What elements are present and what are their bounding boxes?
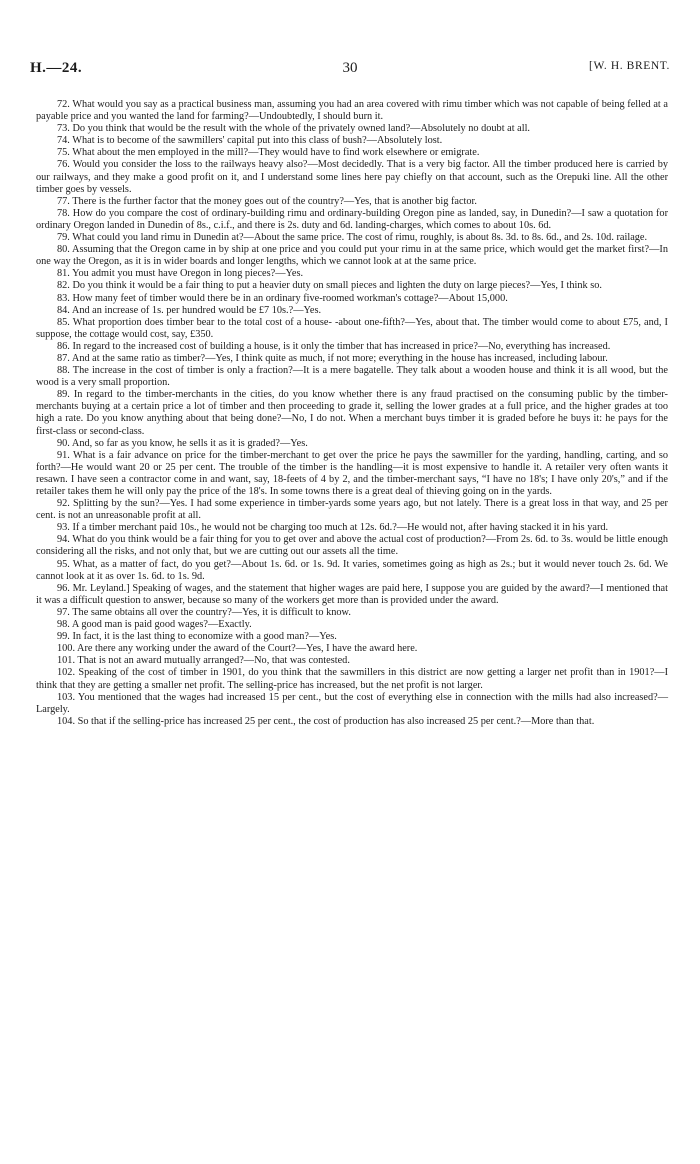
paragraph-80: 80. Assuming that the Oregon came in by ship at one price and you could put your rimu in at the same price, which would get the market first?—In one way the Oregon, as it is in wider boards and longer lengths, which we cannot look at at the same price.	[36, 244, 668, 268]
paragraph-74: 74. What is to become of the sawmillers' capital put into this class of bush?—Absolutely lost.	[57, 135, 443, 147]
paragraph-81: 81. You admit you must have Oregon in long pieces?—Yes.	[57, 268, 304, 280]
paragraph-101: 101. That is not an award mutually arranged?—No, that was contested.	[57, 655, 350, 667]
paragraph-99: 99. In fact, it is the last thing to economize with a good man?—Yes.	[57, 631, 337, 643]
witness-name: [W. H. BRENT.	[589, 60, 670, 72]
paragraph-72: 72. What would you say as a practical business man, assuming you had an area covered with rimu timber which was not capable of being felled at a payable price and you wanted the land for farming?—Undoubtedly, I should burn it.	[36, 99, 668, 123]
paragraph-94: 94. What do you think would be a fair thing for you to get over and above the actual cost of production?—From 2s. 6d. to 3s. would be little enough considering all the risks, and not only that, but we are cutting out our assets all the time.	[36, 534, 668, 558]
paragraph-97: 97. The same obtains all over the country?—Yes, it is difficult to know.	[57, 606, 351, 618]
page-header	[30, 60, 670, 86]
paragraph-83: 83. How many feet of timber would there be in an ordinary five-roomed workman's cottage?—About 15,000.	[57, 292, 508, 304]
paragraph-79: 79. What could you land rimu in Dunedin at?—About the same price. The cost of rimu, roughly, is about 8s. 3d. to 8s. 6d., and 2s. 10d. railage.	[57, 232, 648, 244]
paragraph-98: 98. A good man is paid good wages?—Exactly.	[57, 619, 252, 631]
document-reference: H.—24.	[30, 60, 83, 76]
paragraph-78: 78. How do you compare the cost of ordinary-building rimu and ordinary-building Oregon pine as landed, say, in Dunedin?—I saw a quotation for ordinary Oregon landed in Dunedin of 8s., c.i.f., and there is 2s. duty and 6d. landing-charges, which comes to about 10s. 6d.	[36, 207, 668, 231]
document-page	[30, 60, 670, 727]
evidence-text	[36, 99, 668, 728]
paragraph-102: 102. Speaking of the cost of timber in 1901, do you think that the sawmillers in this district are now getting a larger net profit than in 1901?—I think that they are getting a smaller net profit. The selling-price has increased, but the net profit is not larger.	[36, 667, 668, 691]
paragraph-100: 100. Are there any working under the award of the Court?—Yes, I have the award here.	[57, 643, 418, 655]
paragraph-93: 93. If a timber merchant paid 10s., he would not be charging too much at 12s. 6d.?—He would not, after having stacked it in his yard.	[57, 522, 609, 534]
paragraph-77: 77. There is the further factor that the money goes out of the country?—Yes, that is another big factor.	[57, 195, 477, 207]
paragraph-88: 88. The increase in the cost of timber is only a fraction?—It is a mere bagatelle. They talk about a wooden house and think it is all wood, but the wood is a very small proportion.	[36, 365, 668, 389]
paragraph-82: 82. Do you think it would be a fair thing to put a heavier duty on small pieces and lighten the duty on large pieces?—Yes, I think so.	[57, 280, 602, 292]
paragraph-91: 91. What is a fair advance on price for the timber-merchant to get over the price he pays the sawmiller for the yarding, handling, carting, and so forth?—He would want 20 or 25 per cent. The trouble of the timber is the handling—it is most expensive to handle it. A retailer very often wants it resawn. I have seen a contractor come in and want, say, 18-feets of 4 by 2, and the timber-merchant says, “I have no 18's; I have only 20's,” and if the retailer takes them he will only pay the price of the 18's. In some towns there is a great deal of thieving going on in the yards.	[36, 449, 668, 497]
paragraph-103: 103. You mentioned that the wages had increased 15 per cent., but the cost of everything else in connection with the mills had also increased?—Largely.	[36, 691, 668, 715]
paragraph-76: 76. Would you consider the loss to the railways heavy also?—Most decidedly. That is a very big factor. All the timber produced here is carried by our railways, and they make a good profit on it, and I understand some lines here pay chiefly on that account, such as the Orepuki line. All the other timber goes by vessels.	[36, 159, 668, 195]
paragraph-96: 96. Mr. Leyland.] Speaking of wages, and the statement that higher wages are paid here, I suppose you are guided by the award?—I mentioned that it was a difficult question to answer, because so many of the workers get more than is provided under the award.	[36, 582, 668, 606]
paragraph-87: 87. And at the same ratio as timber?—Yes, I think quite as much, if not more; everything in the house has increased, including labour.	[57, 352, 608, 364]
paragraph-104: 104. So that if the selling-price has increased 25 per cent., the cost of production has also increased 25 per cent.?—More than that.	[57, 715, 595, 727]
paragraph-95: 95. What, as a matter of fact, do you get?—About 1s. 6d. or 1s. 9d. It varies, sometimes going as high as 2s.; but it would never touch 2s. 6d. We cannot look at it as over 1s. 6d. to 1s. 9d.	[36, 558, 668, 582]
paragraph-73: 73. Do you think that would be the result with the whole of the privately owned land?—Absolutely no doubt at all.	[57, 123, 530, 135]
paragraph-89: 89. In regard to the timber-merchants in the cities, do you know whether there is any fraud practised on the consuming public by the timber-merchants buying at a certain price a lot of timber and then proceeding to grade it, selling the lower grades at a full price, and the higher grades at too high a rate. Do you know anything about that being done?—No, I do not. When a merchant buys timber it is graded before he buys it: he pays for the first-class or second-class.	[36, 389, 668, 437]
paragraph-85: 85. What proportion does timber bear to the total cost of a house- -about one-fifth?—Yes, about that. The timber would come to about £75, and, I suppose, the cottage would cost, say, £350.	[36, 316, 668, 340]
page-number: 30	[342, 60, 358, 76]
paragraph-86: 86. In regard to the increased cost of building a house, is it only the timber that has increased in price?—No, everything has increased.	[57, 340, 611, 352]
paragraph-90: 90. And, so far as you know, he sells it as it is graded?—Yes.	[57, 437, 308, 449]
paragraph-92: 92. Splitting by the sun?—Yes. I had some experience in timber-yards some years ago, but not lately. There is a great loss in that way, and 25 per cent. is not an unreasonable profit at all.	[36, 498, 668, 522]
paragraph-84: 84. And an increase of 1s. per hundred would be £7 10s.?—Yes.	[57, 304, 322, 316]
paragraph-75: 75. What about the men employed in the mill?—They would have to find work elsewhere or emigrate.	[57, 147, 480, 159]
